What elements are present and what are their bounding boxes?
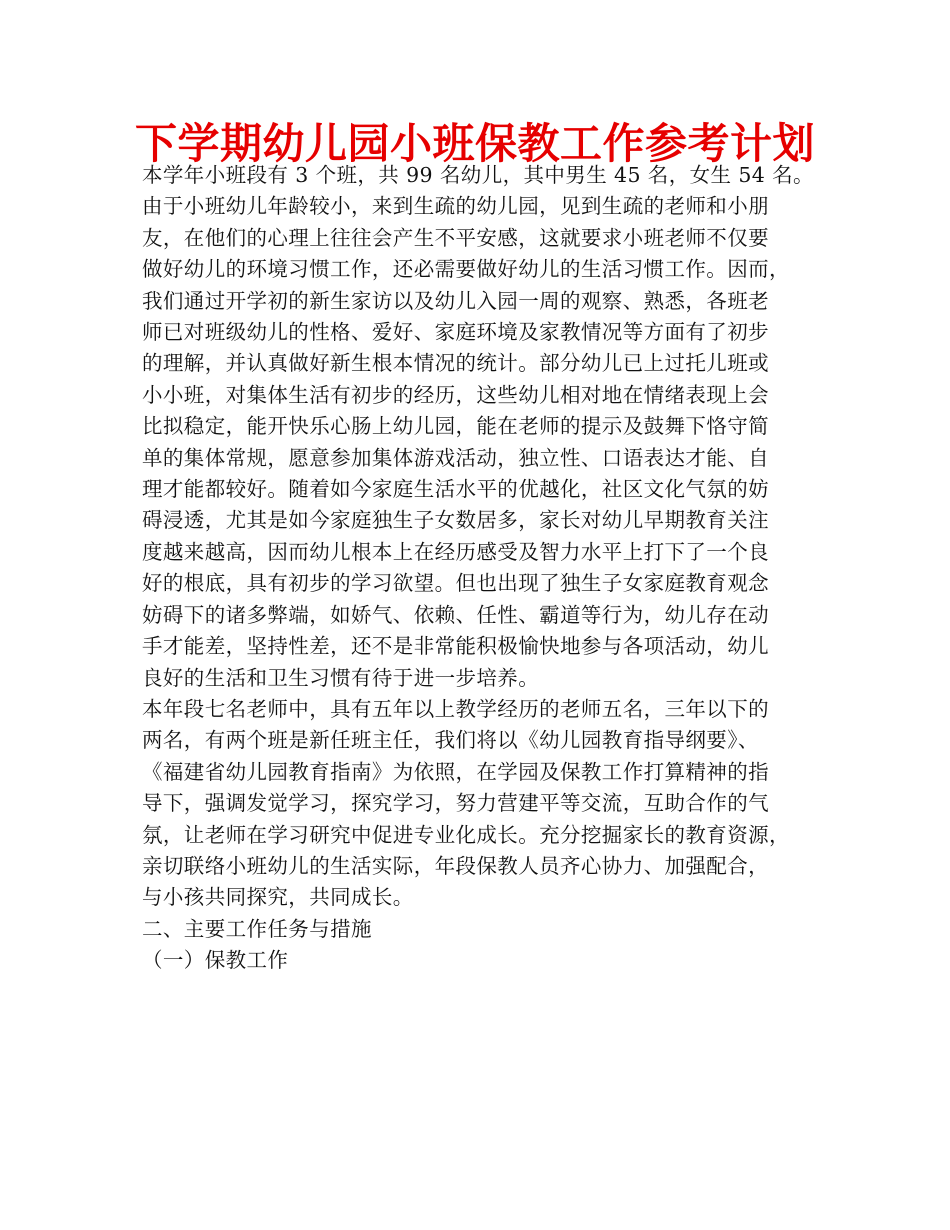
text-line: 氛，让老师在学习研究中促进专业化成长。充分挖掘家长的教育资源，: [142, 822, 790, 847]
text-line: 与小孩共同探究，共同成长。: [142, 885, 414, 910]
document-title: 下学期幼儿园小班保教工作参考计划: [134, 119, 815, 168]
text-line: 我们通过开学初的新生家访以及幼儿入园一周的观察、熟悉，各班老: [142, 288, 769, 313]
text-line: 妨碍下的诸多弊端，如娇气、依赖、任性、霸道等行为，幼儿存在动: [142, 602, 769, 627]
text-line: 比拟稳定，能开快乐心肠上幼儿园，能在老师的提示及鼓舞下恪守简: [142, 414, 769, 439]
text-line: 好的根底，具有初步的学习欲望。但也出现了独生子女家庭教育观念: [142, 571, 769, 596]
text-line: 由于小班幼儿年龄较小，来到生疏的幼儿园，见到生疏的老师和小朋: [142, 194, 769, 219]
section-heading: 二、主要工作任务与措施: [142, 916, 372, 941]
text-line: 亲切联络小班幼儿的生活实际，年段保教人员齐心协力、加强配合，: [142, 853, 769, 878]
text-line: 师已对班级幼儿的性格、爱好、家庭环境及家教情况等方面有了初步: [142, 320, 769, 345]
text-line: 小小班，对集体生活有初步的经历，这些幼儿相对地在情绪表现上会: [142, 382, 769, 407]
text-line: 的理解，并认真做好新生根本情况的统计。部分幼儿已上过托儿班或: [142, 351, 769, 376]
text-line: 良好的生活和卫生习惯有待于进一步培养。: [142, 665, 540, 690]
text-line: 理才能都较好。随着如今家庭生活水平的优越化，社区文化气氛的妨: [142, 477, 769, 502]
text-line: 本学年小班段有 3 个班，共 99 名幼儿，其中男生 45 名，女生 54 名。: [142, 163, 814, 187]
text-line: 《福建省幼儿园教育指南》为依照，在学园及保教工作打算精神的指: [142, 759, 769, 784]
text-line: 两名，有两个班是新任班主任，我们将以《幼儿园教育指导纲要》、: [142, 728, 759, 753]
subsection-heading: （一）保教工作: [142, 948, 289, 973]
text-line: 度越来越高，因而幼儿根本上在经历感受及智力水平上打下了一个良: [142, 539, 769, 564]
text-line: 做好幼儿的环境习惯工作，还必需要做好幼儿的生活习惯工作。因而，: [142, 257, 790, 282]
text-line: 碍浸透，尤其是如今家庭独生子女数居多，家长对幼儿早期教育关注: [142, 508, 769, 533]
text-line: 本年段七名老师中，具有五年以上教学经历的老师五名，三年以下的: [142, 696, 769, 721]
text-line: 友，在他们的心理上往往会产生不平安感，这就要求小班老师不仅要: [142, 225, 769, 250]
document-body: [142, 160, 812, 977]
text-line: 手才能差，坚持性差，还不是非常能积极愉快地参与各项活动，幼儿: [142, 634, 769, 659]
text-line: 单的集体常规，愿意参加集体游戏活动，独立性、口语表达才能、自: [142, 445, 769, 470]
text-line: 导下，强调发觉学习，探究学习，努力营建平等交流，互助合作的气: [142, 791, 769, 816]
